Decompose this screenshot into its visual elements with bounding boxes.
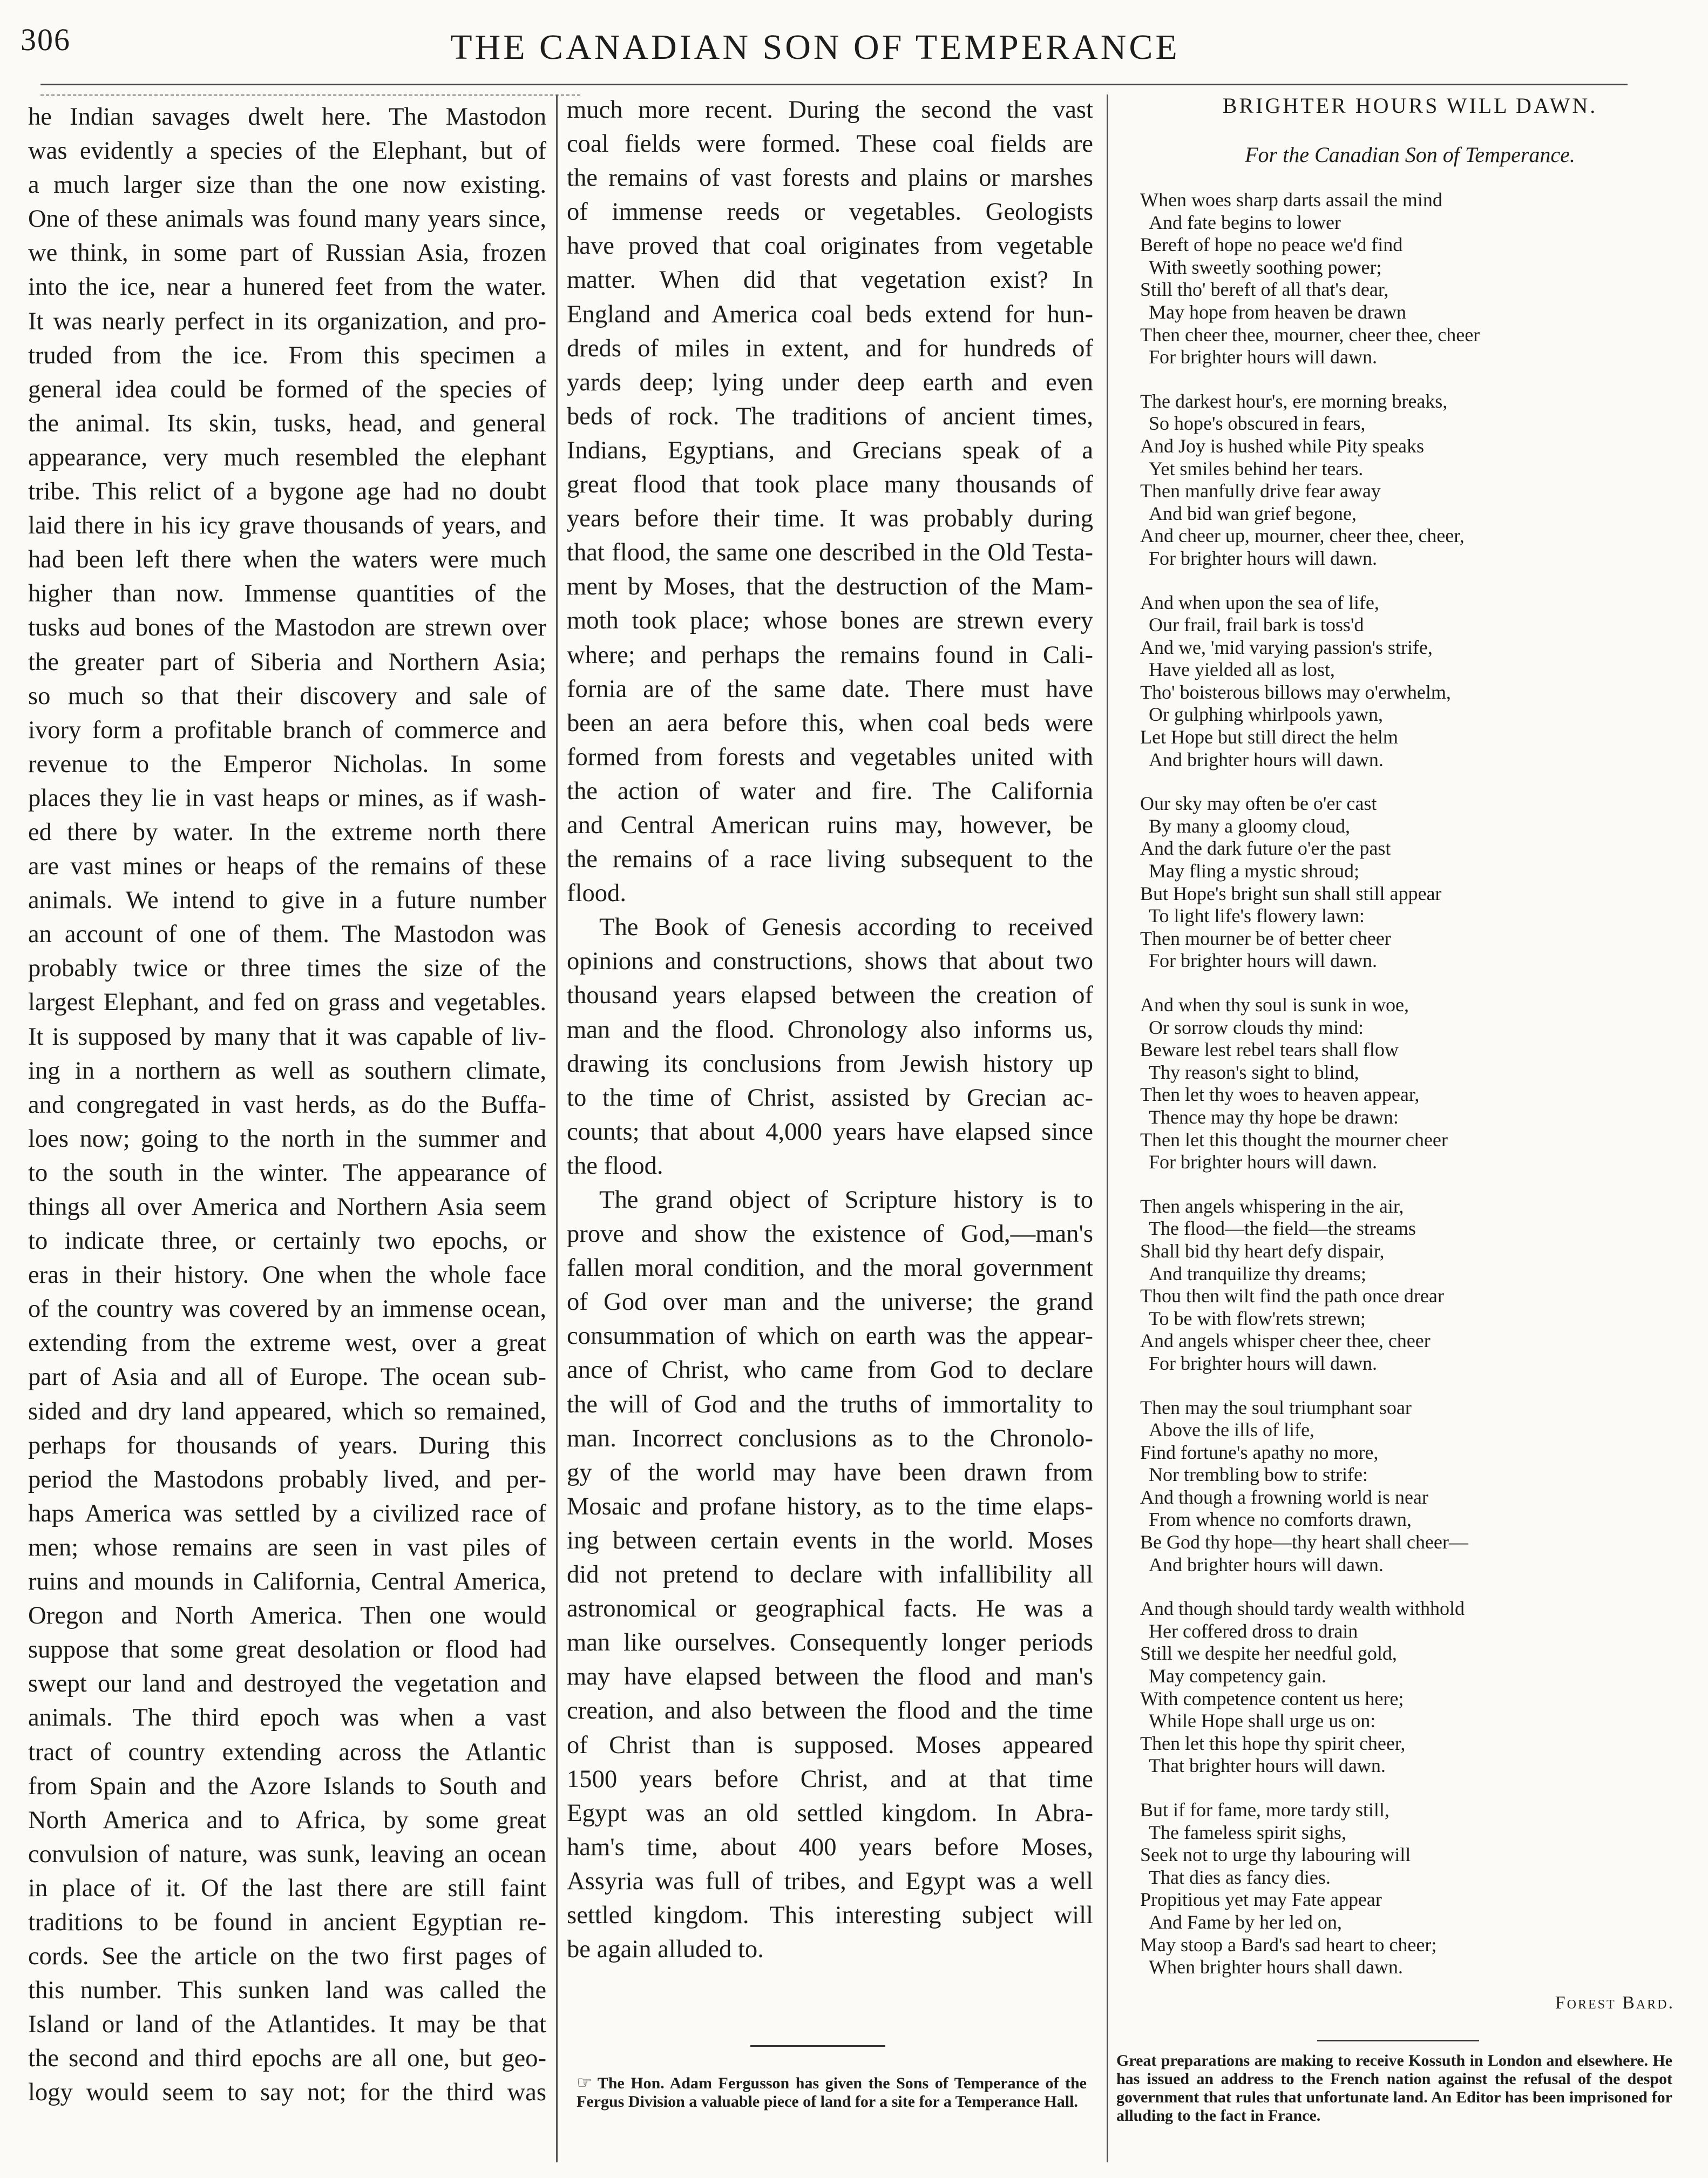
text-line: ment by Moses, that the destruction of the Mam- [567,572,1093,601]
text-line: haps America was settled by a civilized race of [28,1499,546,1527]
poem-line: And the dark future o'er the past [1140,837,1391,860]
poem-line: The darkest hour's, ere morning breaks, [1140,390,1448,412]
poem-line: Beware lest rebel tears shall flow [1140,1039,1399,1061]
paragraph [567,1183,1093,1966]
pointing-hand-icon: ☞ [577,2073,592,2092]
poem-line: Have yielded all as lost, [1149,659,1335,681]
text-line: perhaps for thousands of years. During this [28,1431,546,1459]
text-line: astronomical or geographical facts. He was a [567,1594,1093,1623]
text-line: Egypt was an old settled kingdom. In Abra- [567,1798,1093,1827]
poem-stanza [1140,1397,1691,1577]
text-line: The Book of Genesis according to received [599,913,1093,942]
text-line: Oregon and North America. Then one would [28,1601,546,1630]
text-line: revenue to the Emperor Nicholas. In some [28,749,546,778]
poem-line: For brighter hours will dawn. [1149,950,1377,972]
text-line: to the time of Christ, assisted by Grecian ac- [567,1083,1093,1112]
text-line: places they lie in vast heaps or mines, as if wash- [28,783,546,812]
poem-line: Above the ills of life, [1149,1419,1314,1441]
text-line: moth took place; whose bones are strewn every [567,606,1093,635]
text-line: in place of it. Of the last there are still faint [28,1873,546,1902]
poem-line: Then manfully drive fear away [1140,480,1381,502]
text-line: fallen moral condition, and the moral government [567,1254,1093,1282]
text-line: general idea could be formed of the species of [28,375,546,403]
text-line: England and America coal beds extend for hun- [567,300,1093,328]
poem-dedication: For the Canadian Son of Temperance. [1245,143,1575,167]
text-line: the second and third epochs are all one, but geo- [28,2044,546,2073]
text-line: the animal. Its skin, tusks, head, and general [28,409,546,437]
text-line: ing in a northern as well as southern climate, [28,1056,546,1085]
text-line: prove and show the existence of God,—man's [567,1220,1093,1248]
text-line: may have elapsed between the flood and man's [567,1662,1093,1691]
poem-line: With sweetly soothing power; [1149,256,1382,278]
article-column-left [28,100,546,2110]
poem-line: And when upon the sea of life, [1140,591,1379,613]
column-rule-left [556,94,558,2162]
poem-line: Then cheer thee, mourner, cheer thee, cheer [1140,323,1480,346]
poem-line: The flood—the field—the streams [1149,1217,1416,1240]
text-line: thousand years elapsed between the creation of [567,981,1093,1010]
poem-stanza [1140,1195,1691,1375]
poem-line: Then may the soul triumphant soar [1140,1396,1412,1418]
text-line: the action of water and fire. The California [567,776,1093,805]
poem-stanza [1140,793,1691,972]
text-line: the will of God and the truths of immortality to [567,1390,1093,1418]
poem-line: While Hope shall urge us on: [1149,1710,1376,1732]
text-line: part of Asia and all of Europe. The ocean sub- [28,1363,546,1391]
text-line: ed there by water. In the extreme north there [28,817,546,846]
text-line: matter. When did that vegetation exist? In [567,266,1093,294]
text-line: sided and dry land appeared, which so remained, [28,1397,546,1425]
text-line: loes now; going to the north in the summer and [28,1124,546,1153]
text-line: did not pretend to declare with infallibility all [567,1560,1093,1589]
text-line: ivory form a profitable branch of commerce and [28,715,546,744]
text-line: laid there in his icy grave thousands of years, and [28,511,546,540]
paragraph [567,910,1093,1183]
poem-line: From whence no comforts drawn, [1149,1509,1412,1531]
text-line: formed from forests and vegetables united with [567,742,1093,771]
poem-line: Still tho' bereft of all that's dear, [1140,279,1389,301]
poem-line: Our sky may often be o'er cast [1140,793,1377,815]
text-line: have proved that coal originates from vegetable [567,232,1093,260]
text-line: so much so that their discovery and sale of [28,681,546,710]
poem-line: When brighter hours shall dawn. [1149,1956,1403,1978]
poem-line: And fate begins to lower [1149,211,1341,233]
text-line: the greater part of Siberia and Northern Asia; [28,647,546,676]
text-line: Mosaic and profane history, as to the time elaps- [567,1492,1093,1520]
text-line: we think, in some part of Russian Asia, frozen [28,239,546,267]
poem-column [1129,93,1691,2013]
header-rule-dashed [40,94,580,96]
poem-line: And we, 'mid varying passion's strife, [1140,636,1433,658]
text-line: where; and perhaps the remains found in Cali- [567,640,1093,669]
text-line: had been left there when the waters were much [28,545,546,574]
poem-line: So hope's obscured in fears, [1149,412,1366,435]
poem-line: For brighter hours will dawn. [1149,1352,1377,1374]
paragraph [567,93,1093,910]
poem-line: And brighter hours will dawn. [1149,748,1384,770]
poem-line: By many a gloomy cloud, [1149,815,1350,837]
poem-line: And though a frowning world is near [1140,1486,1428,1508]
poem-line: Then let this hope thy spirit cheer, [1140,1732,1406,1754]
poem-line: May fling a mystic shroud; [1149,860,1359,882]
poem-line: And Joy is hushed while Pity speaks [1140,435,1424,457]
text-line: North America and to Africa, by some great [28,1805,546,1834]
note-rule-middle [750,2045,885,2047]
text-line: the flood. [567,1151,663,1180]
poem-line: And angels whisper cheer thee, cheer [1140,1330,1431,1352]
kossuth-note [1116,2052,1672,2125]
text-line: truded from the ice. From this specimen a [28,341,546,369]
poem-line: Then mourner be of better cheer [1140,927,1391,949]
text-line: ruins and mounds in California, Central America, [28,1567,546,1596]
text-line: he Indian savages dwelt here. The Mastodon [28,103,546,131]
text-line: things all over America and Northern Asia seem [28,1193,546,1221]
text-line: creation, and also between the flood and the time [567,1696,1093,1725]
text-line: suppose that some great desolation or flood had [28,1635,546,1664]
text-line: tract of country extending across the Atlantic [28,1737,546,1766]
running-title: THE CANADIAN SON OF TEMPERANCE [450,28,1180,67]
text-line: drawing its conclusions from Jewish history up [567,1049,1093,1078]
text-line: cords. See the article on the two first pages of [28,1942,546,1971]
text-line: Island or land of the Atlantides. It may be that [28,2010,546,2039]
poem-line: Be God thy hope—thy heart shall cheer— [1140,1531,1468,1553]
poem-line: And when thy soul is sunk in woe, [1140,994,1409,1016]
article-column-middle [567,93,1093,1966]
text-line: man. Incorrect conclusions as to the Chronolo- [567,1424,1093,1452]
text-line: fornia are of the same date. There must have [567,674,1093,703]
poem-line: May stoop a Bard's sad heart to cheer; [1140,1933,1437,1956]
poem-line: Yet smiles behind her tears. [1149,457,1364,479]
text-line: opinions and constructions, shows that about two [567,947,1093,976]
text-line: from Spain and the Azore Islands to South and [28,1771,546,1800]
poem-line: Bereft of hope no peace we'd find [1140,234,1403,256]
poem-line: And tranquilize thy dreams; [1149,1262,1366,1284]
poem-line: When woes sharp darts assail the mind [1140,189,1442,211]
text-line: flood. [567,879,627,908]
note-rule-right [1317,2040,1479,2041]
kossuth-note-text: Great preparations are making to receive Kossuth in London and elsewhere. He has issued an address to the French nation against the refusal of the despot government that rules that unfortunate land. An Editor has been imprisoned for alluding to the fact in France. [1116,2052,1672,2125]
text-line: Assyria was full of tribes, and Egypt was a well [567,1866,1093,1895]
text-line: traditions to be found in ancient Egyptian re- [28,1908,546,1936]
text-line: animals. The third epoch was when a vast [28,1703,546,1732]
text-line: a much larger size than the one now existing. [28,171,546,199]
text-line: swept our land and destroyed the vegetation and [28,1669,546,1698]
poem-line: Her coffered dross to drain [1149,1620,1358,1642]
poem-line: And bid wan grief begone, [1149,502,1357,524]
text-line: ham's time, about 400 years before Moses, [567,1832,1093,1861]
poem-line: The fameless spirit sighs, [1149,1821,1346,1843]
text-line: probably twice or three times the size of the [28,954,546,983]
poem-line: Shall bid thy heart defy dispair, [1140,1240,1385,1262]
page-number: 306 [21,22,71,57]
poem-signature: Forest Bard. [1555,1992,1675,2013]
text-line: settled kingdom. This interesting subject will [567,1900,1093,1929]
text-line: of immense reeds or vegetables. Geologists [567,198,1093,226]
text-line: ance of Christ, who came from God to declare [567,1356,1093,1384]
text-line: period the Mastodons probably lived, and per- [28,1465,546,1493]
poem-line: Still we despite her needful gold, [1140,1642,1397,1665]
poem-line: May competency gain. [1149,1665,1326,1687]
text-line: It was nearly perfect in its organization, and pro- [28,307,546,335]
poem-body [1129,189,1691,1979]
poem-line: That brighter hours will dawn. [1149,1755,1386,1777]
poem-line: Then angels whispering in the air, [1140,1195,1404,1217]
text-line: counts; that about 4,000 years have elapsed since [567,1117,1093,1146]
text-line: dreds of miles in extent, and for hundreds of [567,334,1093,362]
poem-line: Thence may thy hope be drawn: [1149,1106,1399,1128]
poem-title: BRIGHTER HOURS WILL DAWN. [1222,93,1598,118]
poem-line: Thy reason's sight to blind, [1149,1061,1359,1083]
text-line: largest Elephant, and fed on grass and vegetables. [28,988,546,1017]
poem-line: But Hope's bright sun shall still appear [1140,882,1442,904]
text-line: of Christ than is supposed. Moses appeared [567,1730,1093,1759]
text-line: 1500 years before Christ, and at that time [567,1764,1093,1793]
text-line: of the country was covered by an immense ocean, [28,1295,546,1323]
poem-line: Then let this thought the mourner cheer [1140,1128,1448,1151]
text-line: eras in their history. One when the whole face [28,1261,546,1289]
poem-line: Thou then wilt find the path once drear [1140,1285,1444,1307]
text-line: consummation of which on earth was the appear- [567,1322,1093,1350]
poem-line: And though should tardy wealth withhold [1140,1598,1465,1620]
text-line: men; whose remains are seen in vast piles of [28,1533,546,1561]
text-line: great flood that took place many thousands of [567,470,1093,499]
text-line: man like ourselves. Consequently longer periods [567,1628,1093,1657]
text-line: was evidently a species of the Elephant, but of [28,137,546,165]
text-line: gy of the world may have been drawn from [567,1458,1093,1486]
text-line: ing between certain events in the world. Moses [567,1526,1093,1554]
text-line: be again alluded to. [567,1935,764,1964]
poem-stanza [1140,390,1691,570]
poem-line: And brighter hours will dawn. [1149,1553,1384,1575]
poem-line: Or sorrow clouds thy mind: [1149,1016,1364,1038]
text-line: higher than now. Immense quantities of the [28,579,546,608]
text-line: been an aera before this, when coal beds were [567,708,1093,737]
poem-line: Our frail, frail bark is toss'd [1149,614,1364,636]
poem-line: To be with flow'rets strewn; [1149,1307,1366,1329]
poem-line: For brighter hours will dawn. [1149,1151,1377,1173]
column-rule-right [1107,94,1108,2162]
text-line: an account of one of them. The Mastodon was [28,920,546,949]
text-line: The grand object of Scripture history is to [599,1186,1093,1214]
poem-line: May hope from heaven be drawn [1149,301,1406,323]
text-line: and congregated in vast herds, as do the Buffa- [28,1090,546,1119]
text-line: coal fields were formed. These coal fields are [567,130,1093,158]
poem-line: That dies as fancy dies. [1149,1866,1331,1888]
poem-stanza [1140,189,1691,369]
text-line: are vast mines or heaps of the remains of these [28,852,546,881]
poem-line: Then let thy woes to heaven appear, [1140,1084,1420,1106]
text-line: to the south in the winter. The appearance of [28,1158,546,1187]
poem-line: Propitious yet may Fate appear [1140,1889,1382,1911]
text-line: the remains of a race living subsequent to the [567,845,1093,874]
poem-line: Tho' boisterous billows may o'erwhelm, [1140,681,1451,703]
poem-stanza [1140,1598,1691,1777]
poem-line: But if for fame, more tardy still, [1140,1799,1390,1821]
poem-stanza [1140,994,1691,1174]
text-line: years before their time. It was probably during [567,504,1093,533]
text-line: this number. This sunken land was called the [28,1976,546,2005]
poem-line: And Fame by her led on, [1149,1911,1342,1933]
poem-line: To light life's flowery lawn: [1149,905,1365,927]
poem-stanza [1140,1799,1691,1979]
text-line: that flood, the same one described in the Old Testa- [567,538,1093,567]
text-line: to indicate three, or certainly two epochs, or [28,1227,546,1255]
text-line: of God over man and the universe; the grand [567,1288,1093,1316]
text-line: It is supposed by many that it was capable of liv- [28,1022,546,1051]
text-line: tusks aud bones of the Mastodon are strewn over [28,613,546,642]
fergus-note [577,2073,1087,2111]
text-line: beds of rock. The traditions of ancient times, [567,402,1093,430]
poem-line: For brighter hours will dawn. [1149,547,1377,569]
poem-line: Find fortune's apathy no more, [1140,1441,1379,1463]
fergus-note-text: The Hon. Adam Fergusson has given the Sons of Temperance of the Fergus Division a valuable piece of land for a site for a Temperance Hall. [577,2074,1087,2111]
text-line: animals. We intend to give in a future number [28,886,546,915]
poem-line: Seek not to urge thy labouring will [1140,1844,1411,1866]
text-line: convulsion of nature, was sunk, leaving an ocean [28,1839,546,1868]
text-line: appearance, very much resembled the elephant [28,443,546,471]
poem-line: With competence content us here; [1140,1687,1404,1709]
text-line: and Central American ruins may, however, be [567,810,1093,839]
text-line: One of these animals was found many years since, [28,205,546,233]
poem-stanza [1140,592,1691,772]
text-line: man and the flood. Chronology also informs us, [567,1015,1093,1044]
header-rule [40,84,1628,85]
poem-line: Or gulphing whirlpools yawn, [1149,704,1383,726]
poem-line: Let Hope but still direct the helm [1140,726,1398,748]
text-line: extending from the extreme west, over a great [28,1329,546,1357]
poem-line: And cheer up, mourner, cheer thee, cheer, [1140,525,1465,547]
poem-line: For brighter hours will dawn. [1149,346,1377,368]
text-line: logy would seem to say not; for the third was [28,2078,546,2107]
text-line: much more recent. During the second the vast [567,96,1093,124]
text-line: tribe. This relict of a bygone age had no doubt [28,477,546,506]
text-line: Indians, Egyptians, and Grecians speak of a [567,436,1093,464]
text-line: into the ice, near a hunered feet from the water. [28,273,546,301]
text-line: the remains of vast forests and plains or marshes [567,164,1093,192]
text-line: yards deep; lying under deep earth and even [567,368,1093,396]
poem-line: Nor trembling bow to strife: [1149,1464,1368,1486]
